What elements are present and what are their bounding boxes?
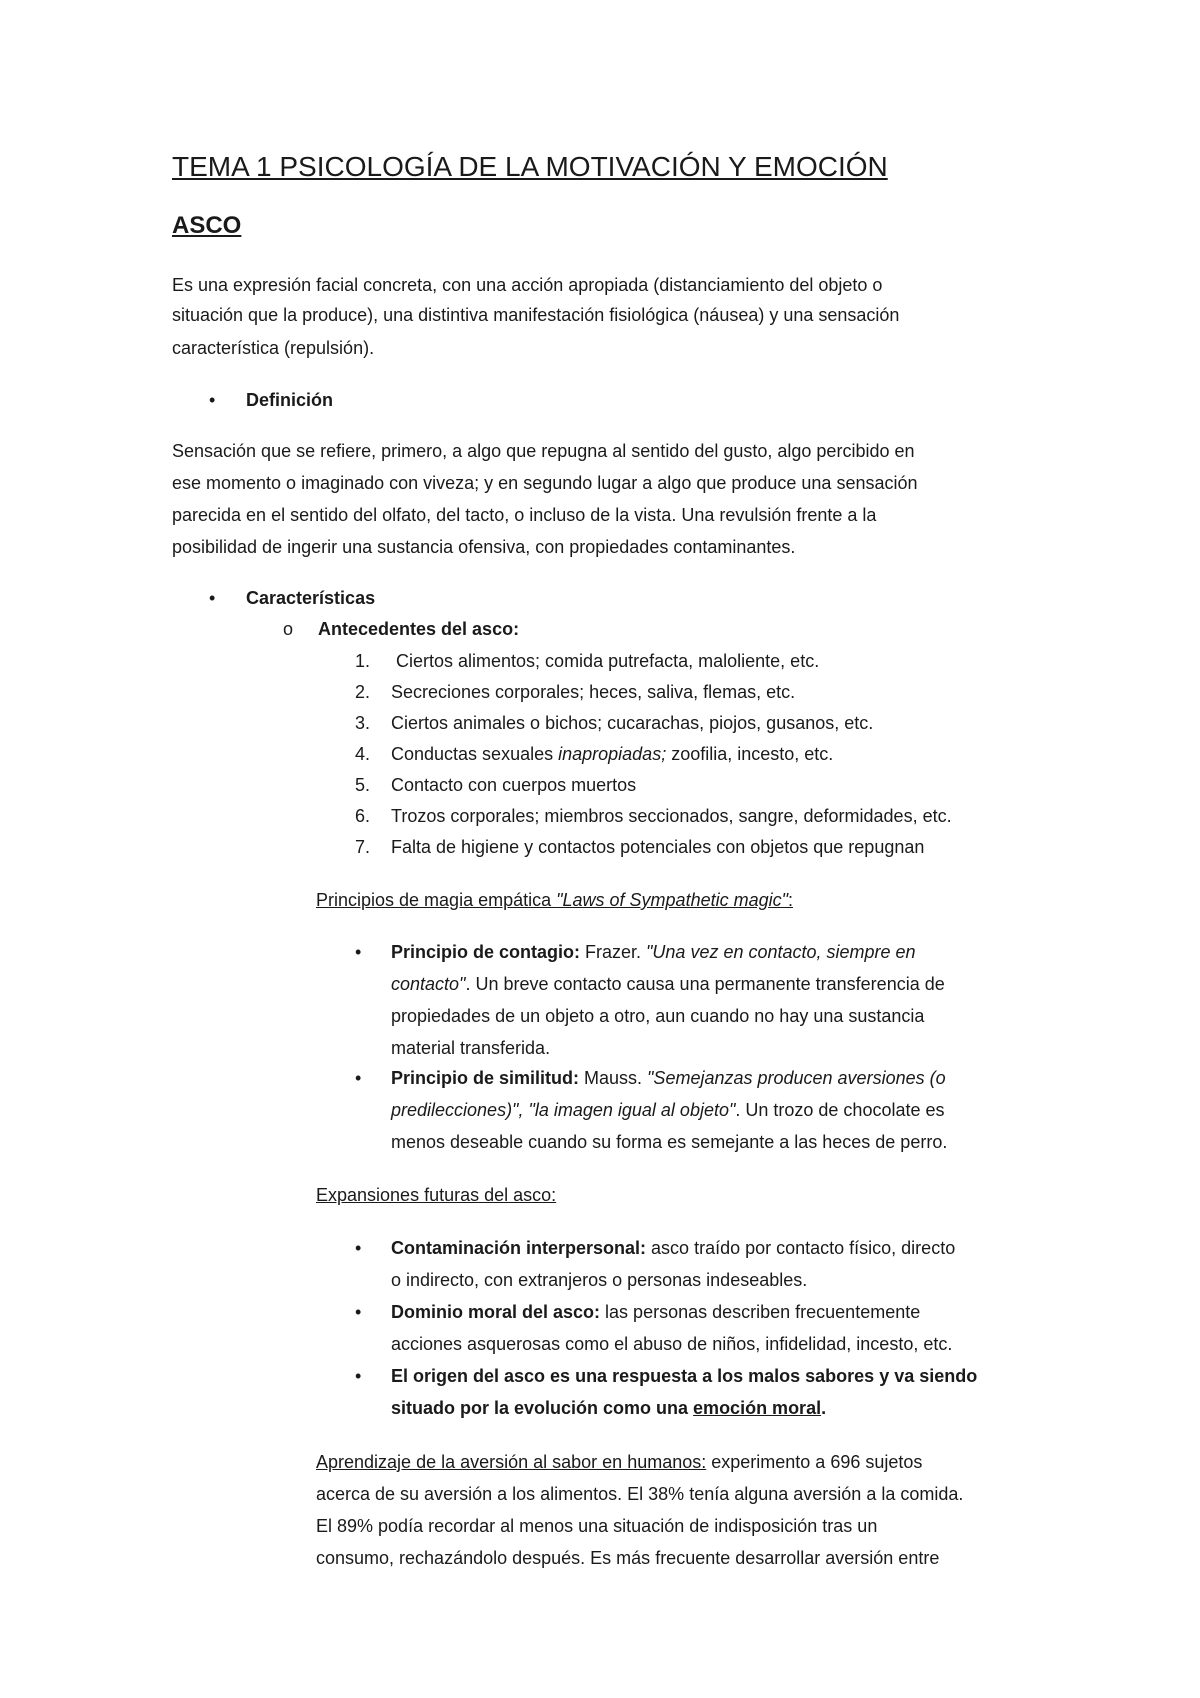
bullet-icon: • xyxy=(355,1238,362,1258)
list-item-text: Ciertos animales o bichos; cucarachas, piojos, gusanos, etc. xyxy=(391,713,874,733)
list-item-text-italic: inapropiadas; xyxy=(558,744,667,764)
dominio-line-2: acciones asquerosas como el abuso de niños, infidelidad, incesto, etc. xyxy=(391,1334,953,1354)
contagio-quote-start: "Una vez en contacto, siempre en xyxy=(646,942,916,962)
origen-text: situado por la evolución como una xyxy=(391,1398,694,1418)
contagio-text: . Un breve contacto causa una permanente transferencia de xyxy=(465,974,945,994)
antecedentes-heading: Antecedentes del asco: xyxy=(318,619,520,639)
origen-period: . xyxy=(821,1398,827,1418)
dominio-label: Dominio moral del asco: xyxy=(391,1302,601,1322)
contaminacion-text: asco traído por contacto físico, directo xyxy=(646,1238,956,1258)
list-item-number: 1. xyxy=(355,651,371,671)
intro-line-3: característica (repulsión). xyxy=(172,338,375,358)
emocion-moral-term: emoción moral xyxy=(693,1398,822,1418)
principios-heading-plain: Principios de magia empática xyxy=(316,890,557,910)
dominio-line-1 xyxy=(391,1302,920,1323)
principios-heading-colon: : xyxy=(788,890,794,910)
contagio-author: Frazer. xyxy=(580,942,647,962)
similitud-quote-end: predilecciones)", "la imagen igual al objeto" xyxy=(391,1100,736,1120)
list-item-text: Contacto con cuerpos muertos xyxy=(391,775,637,795)
similitud-line-3: menos deseable cuando su forma es semejante a las heces de perro. xyxy=(391,1132,948,1152)
bullet-icon: • xyxy=(355,1068,362,1088)
origen-line-1: El origen del asco es una respuesta a los malos sabores y va siendo xyxy=(391,1366,978,1386)
list-item-number: 3. xyxy=(355,713,371,733)
contaminacion-line-1 xyxy=(391,1238,955,1259)
list-item-number: 2. xyxy=(355,682,371,702)
list-item-text-post: zoofilia, incesto, etc. xyxy=(666,744,834,764)
page-title: TEMA 1 PSICOLOGÍA DE LA MOTIVACIÓN Y EMOCIÓN xyxy=(172,151,888,182)
sub-bullet-icon: o xyxy=(283,619,294,639)
definicion-line-1: Sensación que se refiere, primero, a algo que repugna al sentido del gusto, algo percibido en xyxy=(172,441,915,461)
principios-heading-italic: "Laws of Sympathetic magic" xyxy=(556,890,788,910)
contaminacion-label: Contaminación interpersonal: xyxy=(391,1238,647,1258)
bullet-icon: • xyxy=(355,1302,362,1322)
bullet-icon: • xyxy=(355,1366,362,1386)
expansiones-heading: Expansiones futuras del asco: xyxy=(316,1185,557,1205)
aprendizaje-line-2: acerca de su aversión a los alimentos. El 38% tenía alguna aversión a la comida. xyxy=(316,1484,964,1504)
intro-line-1: Es una expresión facial concreta, con una acción apropiada (distanciamiento del objeto o xyxy=(172,275,883,295)
contagio-line-3: propiedades de un objeto a otro, aun cuando no hay una sustancia xyxy=(391,1006,925,1026)
aprendizaje-text: experimento a 696 sujetos xyxy=(706,1452,923,1472)
list-item-text-pre: Conductas sexuales xyxy=(391,744,559,764)
definicion-line-4: posibilidad de ingerir una sustancia ofensiva, con propiedades contaminantes. xyxy=(172,537,796,557)
origen-line-2 xyxy=(391,1398,826,1419)
list-item-number: 5. xyxy=(355,775,371,795)
similitud-line-1 xyxy=(391,1068,946,1089)
principios-heading xyxy=(316,890,793,911)
definicion-line-3: parecida en el sentido del olfato, del tacto, o incluso de la vista. Una revulsión frente a la xyxy=(172,505,877,525)
aprendizaje-line-1 xyxy=(316,1452,922,1473)
list-item-text: Ciertos alimentos; comida putrefacta, maloliente, etc. xyxy=(396,651,820,671)
contaminacion-line-2: o indirecto, con extranjeros o personas indeseables. xyxy=(391,1270,808,1290)
caracteristicas-heading: Características xyxy=(246,588,376,608)
section-heading-asco: ASCO xyxy=(172,212,242,239)
definicion-heading: Definición xyxy=(246,390,334,410)
bullet-icon: • xyxy=(209,588,216,608)
dominio-text: las personas describen frecuentemente xyxy=(600,1302,921,1322)
bullet-icon: • xyxy=(209,390,216,410)
contagio-line-1 xyxy=(391,942,916,963)
definicion-line-2: ese momento o imaginado con viveza; y en segundo lugar a algo que produce una sensación xyxy=(172,473,918,493)
bullet-icon: • xyxy=(355,942,362,962)
similitud-line-2 xyxy=(391,1100,945,1121)
contagio-label: Principio de contagio: xyxy=(391,942,581,962)
contagio-line-4: material transferida. xyxy=(391,1038,551,1058)
similitud-text: . Un trozo de chocolate es xyxy=(735,1100,945,1120)
list-item-number: 7. xyxy=(355,837,371,857)
list-item-text xyxy=(391,744,833,765)
contagio-line-2 xyxy=(391,974,945,995)
similitud-label: Principio de similitud: xyxy=(391,1068,580,1088)
aprendizaje-line-4: consumo, rechazándolo después. Es más frecuente desarrollar aversión entre xyxy=(316,1548,940,1568)
contagio-quote-end: contacto" xyxy=(391,974,466,994)
similitud-quote-start: "Semejanzas producen aversiones (o xyxy=(647,1068,946,1088)
list-item-number: 6. xyxy=(355,806,371,826)
list-item-text: Trozos corporales; miembros seccionados, sangre, deformidades, etc. xyxy=(391,806,952,826)
list-item-text: Secreciones corporales; heces, saliva, flemas, etc. xyxy=(391,682,796,702)
aprendizaje-line-3: El 89% podía recordar al menos una situación de indisposición tras un xyxy=(316,1516,878,1536)
intro-line-2: situación que la produce), una distintiva manifestación fisiológica (náusea) y una sensación xyxy=(172,305,900,325)
similitud-author: Mauss. xyxy=(579,1068,648,1088)
list-item-number: 4. xyxy=(355,744,371,764)
aprendizaje-heading: Aprendizaje de la aversión al sabor en humanos: xyxy=(316,1452,707,1472)
list-item-text: Falta de higiene y contactos potenciales con objetos que repugnan xyxy=(391,837,925,857)
